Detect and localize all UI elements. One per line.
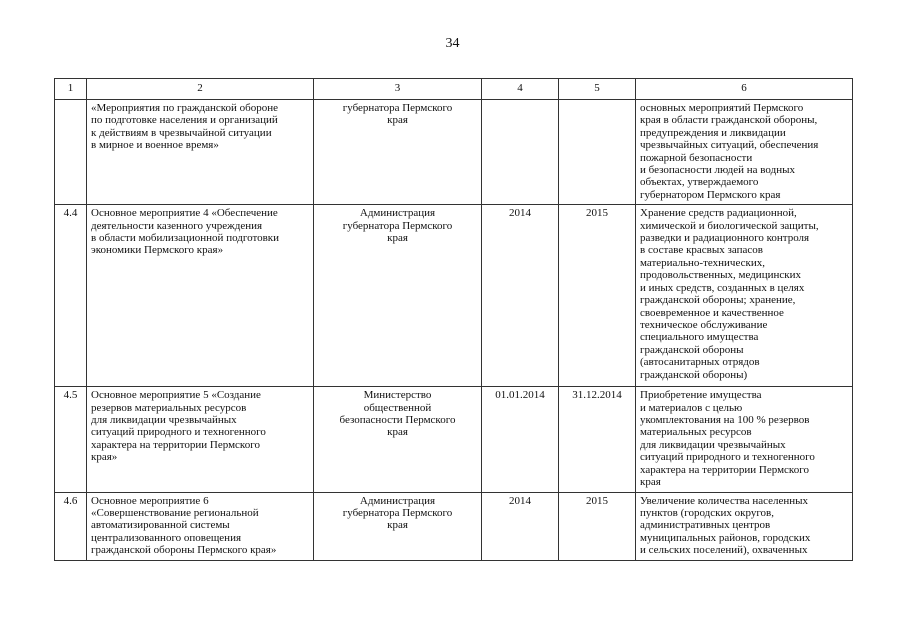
text-line: Основное мероприятие 4 «Обеспечение <box>91 207 278 220</box>
text-line: характера на территории Пермского <box>91 438 260 451</box>
page-number: 34 <box>445 36 460 51</box>
column-header-end: 5 <box>559 79 636 100</box>
text-line: укомплектования на 100 % резервов <box>640 414 810 427</box>
text-line: предупреждения и ликвидации <box>640 126 786 139</box>
cell-value: 2015 <box>586 207 608 220</box>
text-line: края <box>640 476 661 489</box>
cell-executor <box>314 100 482 205</box>
table-row <box>55 492 853 560</box>
text-line: деятельности казенного учреждения <box>91 219 263 232</box>
text-line: Хранение средств радиационной, <box>640 207 797 220</box>
text-line: Министерство <box>363 389 432 402</box>
text-line: для ликвидации чрезвычайных <box>640 438 786 451</box>
text-line: разведки и радиационного контроля <box>640 232 810 245</box>
text-line: гражданской обороны; хранение, <box>640 294 796 307</box>
cell-activity-name <box>87 205 314 387</box>
text-line: и материалов с целью <box>640 401 743 414</box>
text-line: продовольственных, медицинских <box>640 269 801 282</box>
column-header-start: 4 <box>482 79 559 100</box>
cell-activity-name <box>87 100 314 205</box>
text-line: материальных ресурсов <box>640 426 752 439</box>
table-row <box>55 387 853 492</box>
text-line: объектах, утверждаемого <box>640 176 759 189</box>
text-line: гражданской обороны) <box>640 368 748 381</box>
text-line: края <box>387 114 408 127</box>
text-line: края в области гражданской обороны, <box>640 114 818 127</box>
table-row <box>55 100 853 205</box>
cell-value: 2015 <box>586 494 608 507</box>
cell-executor <box>314 205 482 387</box>
text-line: к действиям в чрезвычайной ситуации <box>91 126 272 139</box>
text-line: экономики Пермского края» <box>91 244 224 257</box>
text-line: гражданской обороны Пермского края» <box>91 544 277 557</box>
text-line: муниципальных районов, городских <box>640 531 811 544</box>
text-line: края <box>387 232 408 245</box>
text-line: специального имущества <box>640 331 759 344</box>
text-line: и иных средств, созданных в целях <box>640 281 805 294</box>
text-line: по подготовке населения и организаций <box>91 114 278 127</box>
text-line: пожарной безопасности <box>640 151 753 164</box>
cell-number <box>55 205 87 387</box>
cell-start-date <box>482 492 559 560</box>
text-line: и безопасности людей на водных <box>640 164 795 177</box>
text-line: губернатора Пермского <box>342 102 453 114</box>
text-line: в мирное и военное время» <box>91 139 219 152</box>
cell-expected-result <box>636 387 853 492</box>
cell-value: 4.4 <box>63 207 78 220</box>
text-line: характера на территории Пермского <box>640 463 809 476</box>
cell-start-date <box>482 387 559 492</box>
text-line: Основное мероприятие 6 <box>91 494 209 507</box>
cell-expected-result <box>636 492 853 560</box>
cell-start-date <box>482 100 559 205</box>
text-line: Приобретение имущества <box>640 389 762 402</box>
text-line: края <box>387 519 408 532</box>
program-activities-table <box>54 78 853 561</box>
text-line: основных мероприятий Пермского <box>640 102 804 114</box>
cell-number <box>55 387 87 492</box>
text-line: Администрация <box>359 494 436 507</box>
cell-executor <box>314 387 482 492</box>
cell-end-date <box>559 387 636 492</box>
text-line: резервов материальных ресурсов <box>91 401 247 414</box>
text-line: автоматизированной системы <box>91 519 230 532</box>
text-line: общественной <box>363 401 432 414</box>
cell-value: 31.12.2014 <box>572 389 622 402</box>
text-line: Основное мероприятие 5 «Создание <box>91 389 261 402</box>
text-line: губернатором Пермского края <box>640 188 781 201</box>
column-header-result: 6 <box>636 79 853 100</box>
cell-expected-result <box>636 100 853 205</box>
cell-number <box>55 492 87 560</box>
text-line: безопасности Пермского <box>339 414 456 427</box>
cell-executor <box>314 492 482 560</box>
text-line: централизованного оповещения <box>91 531 242 544</box>
text-line: материально-технических, <box>640 256 765 269</box>
text-line: чрезвычайных ситуаций, обеспечения <box>640 139 819 152</box>
cell-end-date <box>559 100 636 205</box>
column-header-activity: 2 <box>87 79 314 100</box>
text-line: губернатора Пермского <box>342 506 453 519</box>
text-line: в области мобилизационной подготовки <box>91 232 280 245</box>
table-row <box>55 205 853 387</box>
cell-value: 4.6 <box>63 494 78 507</box>
text-line: своевременное и качественное <box>640 306 784 319</box>
table-header-row <box>55 79 853 100</box>
text-line: ситуаций природного и техногенного <box>640 451 815 464</box>
text-line: Увеличение количества населенных <box>640 494 809 507</box>
text-line: (автосанитарных отрядов <box>640 356 760 369</box>
text-line: губернатора Пермского <box>342 219 453 232</box>
text-line: химической и биологической защиты, <box>640 219 819 232</box>
cell-activity-name <box>87 387 314 492</box>
cell-expected-result <box>636 205 853 387</box>
text-line: административных центров <box>640 519 771 532</box>
cell-value: 2014 <box>509 207 531 220</box>
text-line: пунктов (городских округов, <box>640 506 775 519</box>
text-line: «Мероприятия по гражданской обороне <box>91 102 279 114</box>
text-line: для ликвидации чрезвычайных <box>91 414 237 427</box>
cell-number <box>55 100 87 205</box>
cell-end-date <box>559 205 636 387</box>
text-line: Администрация <box>359 207 436 220</box>
text-line: края» <box>91 451 118 464</box>
cell-value: 4.5 <box>63 389 78 402</box>
text-line: техническое обслуживание <box>640 318 768 331</box>
column-header-executor: 3 <box>314 79 482 100</box>
text-line: ситуаций природного и техногенного <box>91 426 266 439</box>
column-header-number: 1 <box>55 79 87 100</box>
cell-activity-name <box>87 492 314 560</box>
cell-end-date <box>559 492 636 560</box>
text-line: края <box>387 426 408 439</box>
text-line: «Совершенствование региональной <box>91 506 259 519</box>
text-line: гражданской обороны <box>640 343 744 356</box>
text-line: в составе красвых запасов <box>640 244 763 257</box>
text-line: и сельских поселений), охваченных <box>640 544 808 557</box>
cell-value: 2014 <box>509 494 531 507</box>
cell-value: 01.01.2014 <box>495 389 545 402</box>
cell-start-date <box>482 205 559 387</box>
